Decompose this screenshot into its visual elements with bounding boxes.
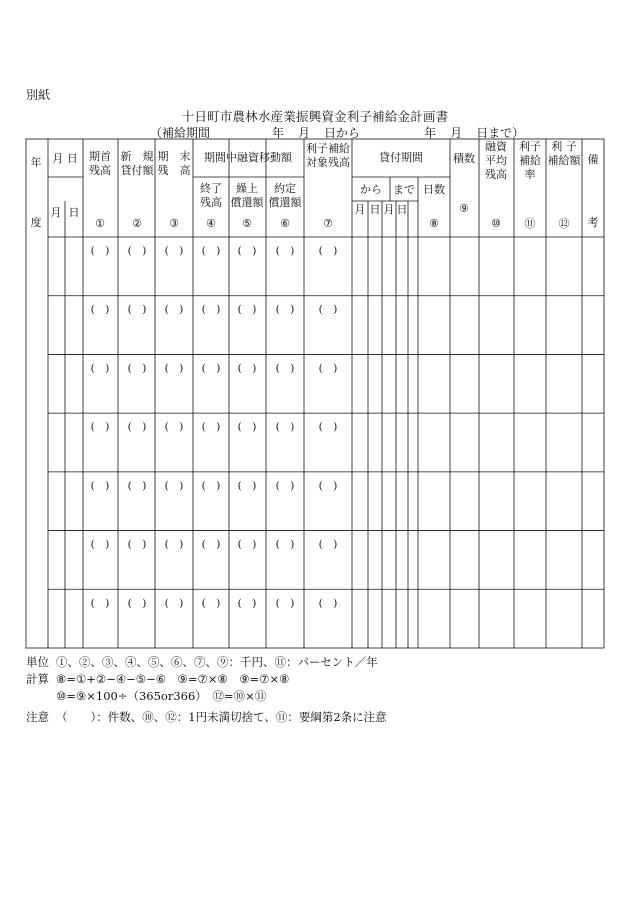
calc-line-2: ⑩=⑨×100÷（365or366） ⑫=⑩×⑪ — [56, 689, 267, 703]
header-to: まで — [393, 183, 415, 196]
row7-count-mark-7: ( ) — [318, 597, 338, 610]
period-month-to: 月 — [450, 126, 463, 140]
calc-note-2 — [26, 688, 266, 704]
document-title: 十日町市農林水産業振興資金利子補給金計画書 — [181, 109, 449, 124]
header-month-day: 月 日 — [52, 152, 78, 165]
row3-count-mark-5: ( ) — [237, 362, 257, 375]
header-col12-line2: 補給額 — [547, 154, 581, 167]
row1-count-mark-3: ( ) — [164, 245, 184, 257]
header-col10-line3: 残高 — [485, 168, 507, 181]
row1-count-mark-7: ( ) — [318, 245, 338, 257]
header-col6-line2: 償還額 — [268, 196, 302, 209]
row4-count-mark-1: ( ) — [90, 421, 110, 434]
period-year-from: 年 — [272, 126, 285, 140]
header-remarks-bottom: 考 — [587, 216, 599, 229]
row7-count-mark-4: ( ) — [201, 597, 221, 610]
header-col6-number: ⑥ — [280, 217, 290, 230]
row6-count-mark-4: ( ) — [201, 538, 221, 551]
header-to-month: 月 — [383, 203, 395, 216]
period-year-to: 年 — [424, 126, 437, 140]
header-col11-number: ⑪ — [524, 217, 536, 230]
row5-count-mark-1: ( ) — [90, 479, 110, 492]
row1-count-mark-1: ( ) — [90, 245, 110, 257]
header-loan-period: 貸付期間 — [379, 151, 423, 164]
header-from-day: 日 — [369, 203, 381, 216]
calc-note-1 — [26, 671, 289, 687]
header-movement: 期間中融資移動額 — [204, 151, 292, 164]
row3-count-mark-2: ( ) — [127, 362, 147, 375]
row1-count-mark-2: ( ) — [127, 245, 147, 257]
row7-count-mark-1: ( ) — [90, 597, 110, 610]
row6-count-mark-3: ( ) — [164, 538, 184, 551]
row2-count-mark-4: ( ) — [201, 303, 221, 316]
row4-count-mark-4: ( ) — [201, 421, 221, 434]
period-month-from: 月 — [298, 126, 311, 140]
period-day-from: 日から — [324, 126, 361, 140]
header-col5-line2: 償還額 — [230, 196, 264, 209]
row7-count-mark-5: ( ) — [237, 597, 257, 610]
row2-count-mark-3: ( ) — [164, 303, 184, 316]
header-col7-number: ⑦ — [323, 217, 333, 230]
table-grid — [26, 139, 604, 648]
header-year-bottom: 度 — [30, 216, 42, 229]
header-col2-line1: 新 規 — [120, 150, 154, 163]
row4-count-mark-5: ( ) — [237, 421, 257, 434]
header-col4-number: ④ — [206, 217, 216, 230]
table-body — [91, 245, 338, 609]
header-col8-number: ⑧ — [429, 217, 439, 230]
unit-text: ①、②、③、④、⑤、⑥、⑦、⑨：千円、⑪：パーセント／年 — [56, 655, 378, 669]
row7-count-mark-6: ( ) — [275, 597, 295, 610]
row6-count-mark-7: ( ) — [318, 538, 338, 551]
header-col9-line1: 積数 — [453, 152, 475, 165]
header-col1-line1: 期首 — [89, 150, 111, 163]
row2-count-mark-6: ( ) — [275, 303, 295, 316]
caution-note — [26, 709, 387, 725]
row4-count-mark-2: ( ) — [127, 421, 147, 434]
period-open: （補給期間 — [150, 126, 211, 140]
header-col3-line2: 残 高 — [157, 164, 191, 177]
row7-count-mark-3: ( ) — [164, 597, 184, 610]
row3-count-mark-6: ( ) — [275, 362, 295, 375]
row6-count-mark-2: ( ) — [127, 538, 147, 551]
row2-count-mark-7: ( ) — [318, 303, 338, 316]
header-col9-number: ⑨ — [459, 202, 469, 215]
header-col7-line2: 対象残高 — [306, 156, 350, 169]
header-month: 月 — [50, 206, 62, 219]
header-col10-line2: 平均 — [485, 154, 507, 167]
header-col11-line3: 率 — [524, 168, 536, 181]
caution-text: （ ）：件数、⑩、⑫：1円未満切捨て、⑪：要綱第2条に注意 — [56, 710, 387, 724]
header-col2-line2: 貸付額 — [120, 164, 154, 177]
row6-count-mark-5: ( ) — [237, 538, 257, 551]
header-to-day: 日 — [396, 203, 408, 216]
header-col3-number: ③ — [169, 217, 179, 230]
row3-count-mark-3: ( ) — [164, 362, 184, 375]
row1-count-mark-5: ( ) — [237, 245, 257, 257]
header-col5-number: ⑤ — [242, 217, 252, 230]
table-frame — [26, 139, 604, 648]
row3-count-mark-7: ( ) — [318, 362, 338, 375]
row5-count-mark-2: ( ) — [127, 479, 147, 492]
row3-count-mark-1: ( ) — [90, 362, 110, 375]
header-col2-number: ② — [132, 217, 142, 230]
caution-label: 注意 — [26, 710, 49, 724]
row5-count-mark-6: ( ) — [275, 479, 295, 492]
row1-count-mark-4: ( ) — [201, 245, 221, 257]
calc-label: 計算 — [26, 672, 49, 686]
header-col11-line1: 利子 — [519, 140, 541, 153]
row2-count-mark-2: ( ) — [127, 303, 147, 316]
header-col7-line1: 利子補給 — [306, 142, 350, 155]
header-col6-line1: 約定 — [274, 182, 296, 195]
header-days: 日数 — [423, 183, 445, 196]
row6-count-mark-6: ( ) — [275, 538, 295, 551]
table-header — [31, 139, 599, 230]
row1-count-mark-6: ( ) — [275, 245, 295, 257]
header-col12-line1: 利 子 — [551, 140, 577, 153]
row2-count-mark-5: ( ) — [237, 303, 257, 316]
row6-count-mark-1: ( ) — [90, 538, 110, 551]
header-day: 日 — [68, 206, 80, 219]
row5-count-mark-5: ( ) — [237, 479, 257, 492]
header-col10-line1: 融資 — [485, 140, 507, 153]
period-day-to: 日まで） — [476, 126, 525, 140]
header-from: から — [360, 183, 382, 196]
header-col1-number: ① — [95, 217, 105, 230]
header-from-month: 月 — [354, 203, 366, 216]
unit-note — [26, 654, 378, 670]
header-col4-line1: 終了 — [200, 182, 222, 195]
header-col1-line2: 残高 — [89, 164, 111, 177]
row2-count-mark-1: ( ) — [90, 303, 110, 316]
row4-count-mark-6: ( ) — [275, 421, 295, 434]
row3-count-mark-4: ( ) — [201, 362, 221, 375]
row4-count-mark-3: ( ) — [164, 421, 184, 434]
row4-count-mark-7: ( ) — [318, 421, 338, 434]
row5-count-mark-3: ( ) — [164, 479, 184, 492]
unit-label: 単位 — [26, 655, 49, 669]
row7-count-mark-2: ( ) — [127, 597, 147, 610]
header-col3-line1: 期 末 — [157, 150, 191, 163]
header-col5-line1: 繰上 — [236, 182, 258, 195]
header-col4-line2: 残高 — [200, 196, 222, 209]
attachment-label: 別紙 — [26, 88, 51, 102]
header-col12-number: ⑫ — [558, 217, 570, 230]
row5-count-mark-4: ( ) — [201, 479, 221, 492]
header-year-top: 年 — [30, 156, 42, 169]
header-col11-line2: 補給 — [519, 154, 541, 167]
calc-line-1: ⑧=①+②−④−⑤−⑥ ⑨=⑦×⑧ ⑨=⑦×⑧ — [56, 672, 290, 686]
row5-count-mark-7: ( ) — [318, 479, 338, 492]
header-remarks-top: 備 — [587, 153, 599, 166]
header-col10-number: ⑩ — [491, 217, 501, 230]
